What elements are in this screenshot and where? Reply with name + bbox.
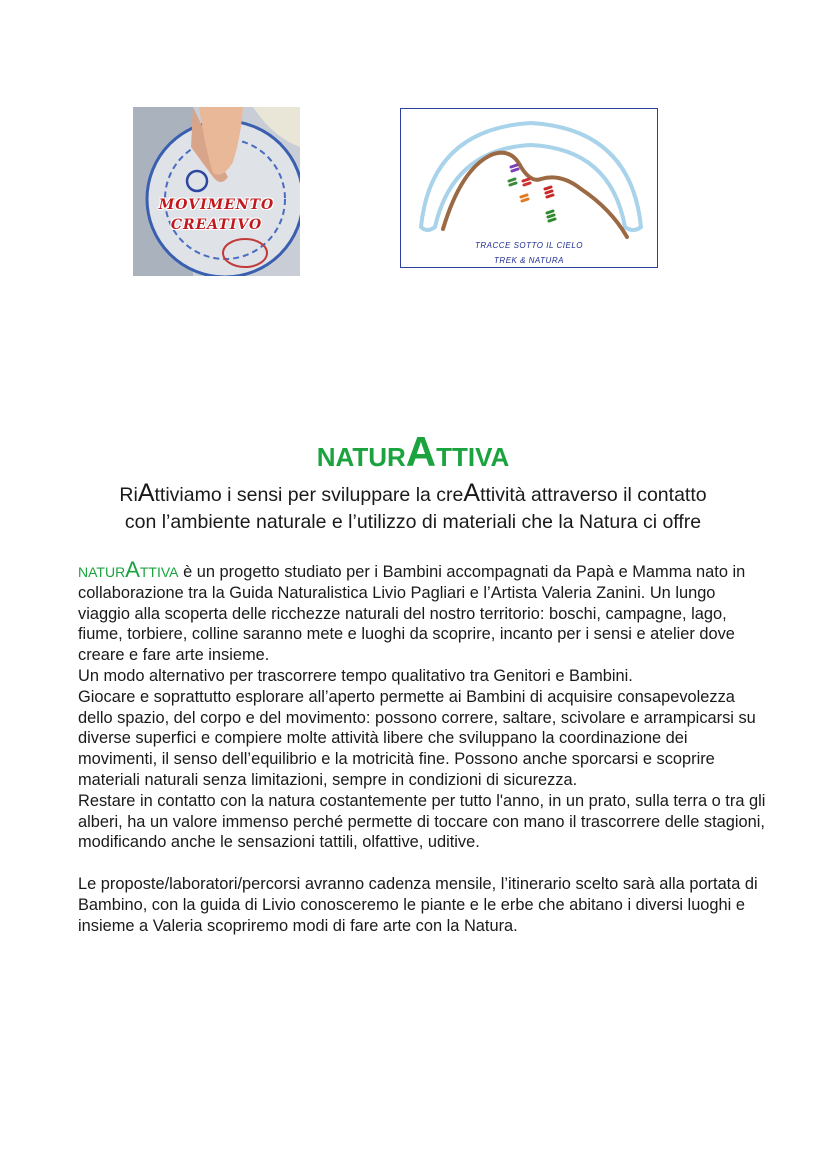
tracce-logo	[400, 108, 658, 268]
subtitle-seg3: ttiviamo i sensi per sviluppare la cre	[154, 484, 464, 506]
brand-inline-natur: NATUR	[78, 564, 126, 580]
page-title	[0, 428, 826, 476]
tracce-logo-line2: TREK & NATURA	[494, 256, 564, 265]
paragraph-4: Restare in contatto con la natura costantemente per tutto l'anno, in un prato, sulla terra o tra gli alberi, ha un valore immenso perché permette di toccare con mano il trascorrere delle stagioni, modificando anche le sensazioni tattili, olfattive, uditive.	[78, 791, 766, 852]
brand-inline-ttiva: TTIVA	[139, 564, 179, 580]
paragraph-2: Un modo alternativo per trascorrere tempo qualitativo tra Genitori e Bambini.	[78, 666, 633, 685]
movimento-creativo-logo	[133, 107, 300, 276]
tracce-logo-line1: TRACCE SOTTO IL CIELO	[474, 241, 583, 250]
subtitle-seg5: ttività attraverso il contatto	[480, 484, 707, 506]
brand-inline	[78, 557, 179, 582]
paragraph-intro-text: è un progetto studiato per i Bambini accompagnati da Papà e Mamma nato in collaborazione tra la Guida Naturalistica Livio Pagliari e l’Artista Valeria Zanini. Un lungo viaggio alla scoperta delle ricchezze naturali del nostro territorio: boschi, campagne, lago, fiume, torbiere, colline saranno mete e luoghi da scoprire, incanto per i sensi e atelier dove creare e fare arte insieme.	[78, 563, 746, 665]
movimento-logo-line2: CREATIVO	[170, 217, 263, 233]
brand-inline-a: A	[125, 557, 140, 582]
movimento-logo-line1: MOVIMENTO	[158, 197, 275, 213]
subtitle-line2: con l’ambiente naturale e l’utilizzo di materiali che la Natura ci offre	[124, 511, 702, 533]
title-part-a: A	[405, 428, 437, 475]
paragraph-intro	[78, 557, 768, 666]
subtitle-seg4: A	[463, 479, 481, 507]
paragraph-3: Giocare e soprattutto esplorare all’aperto permette ai Bambini di acquisire consapevolezza dello spazio, del corpo e del movimento: possono correre, saltare, scivolare e arrampicarsi su diverse superfici e compiere molte attività libere che sviluppano la coordinazione dei movimenti, il senso dell’equilibrio e la motricità fine. Possono anche sporcarsi e scoprire materiali naturali senza limitazioni, sempre in condizioni di sicurezza.	[78, 687, 756, 789]
title-part-natur: NATUR	[316, 442, 406, 472]
subtitle-seg2: A	[137, 479, 155, 507]
paragraph-5: Le proposte/laboratori/percorsi avranno cadenza mensile, l’itinerario scelto sarà alla portata di Bambino, con la guida di Livio conosceremo le piante e le erbe che abitano i diversi luoghi e insieme a Valeria scopriremo modi di fare arte con la Natura.	[78, 874, 758, 935]
body-text	[78, 557, 768, 936]
title-part-ttiva: TTIVA	[436, 442, 510, 472]
movimento-creativo-artwork	[133, 107, 300, 276]
subtitle	[40, 480, 786, 536]
paragraph-gap	[78, 853, 768, 874]
subtitle-seg1: Ri	[119, 484, 138, 506]
